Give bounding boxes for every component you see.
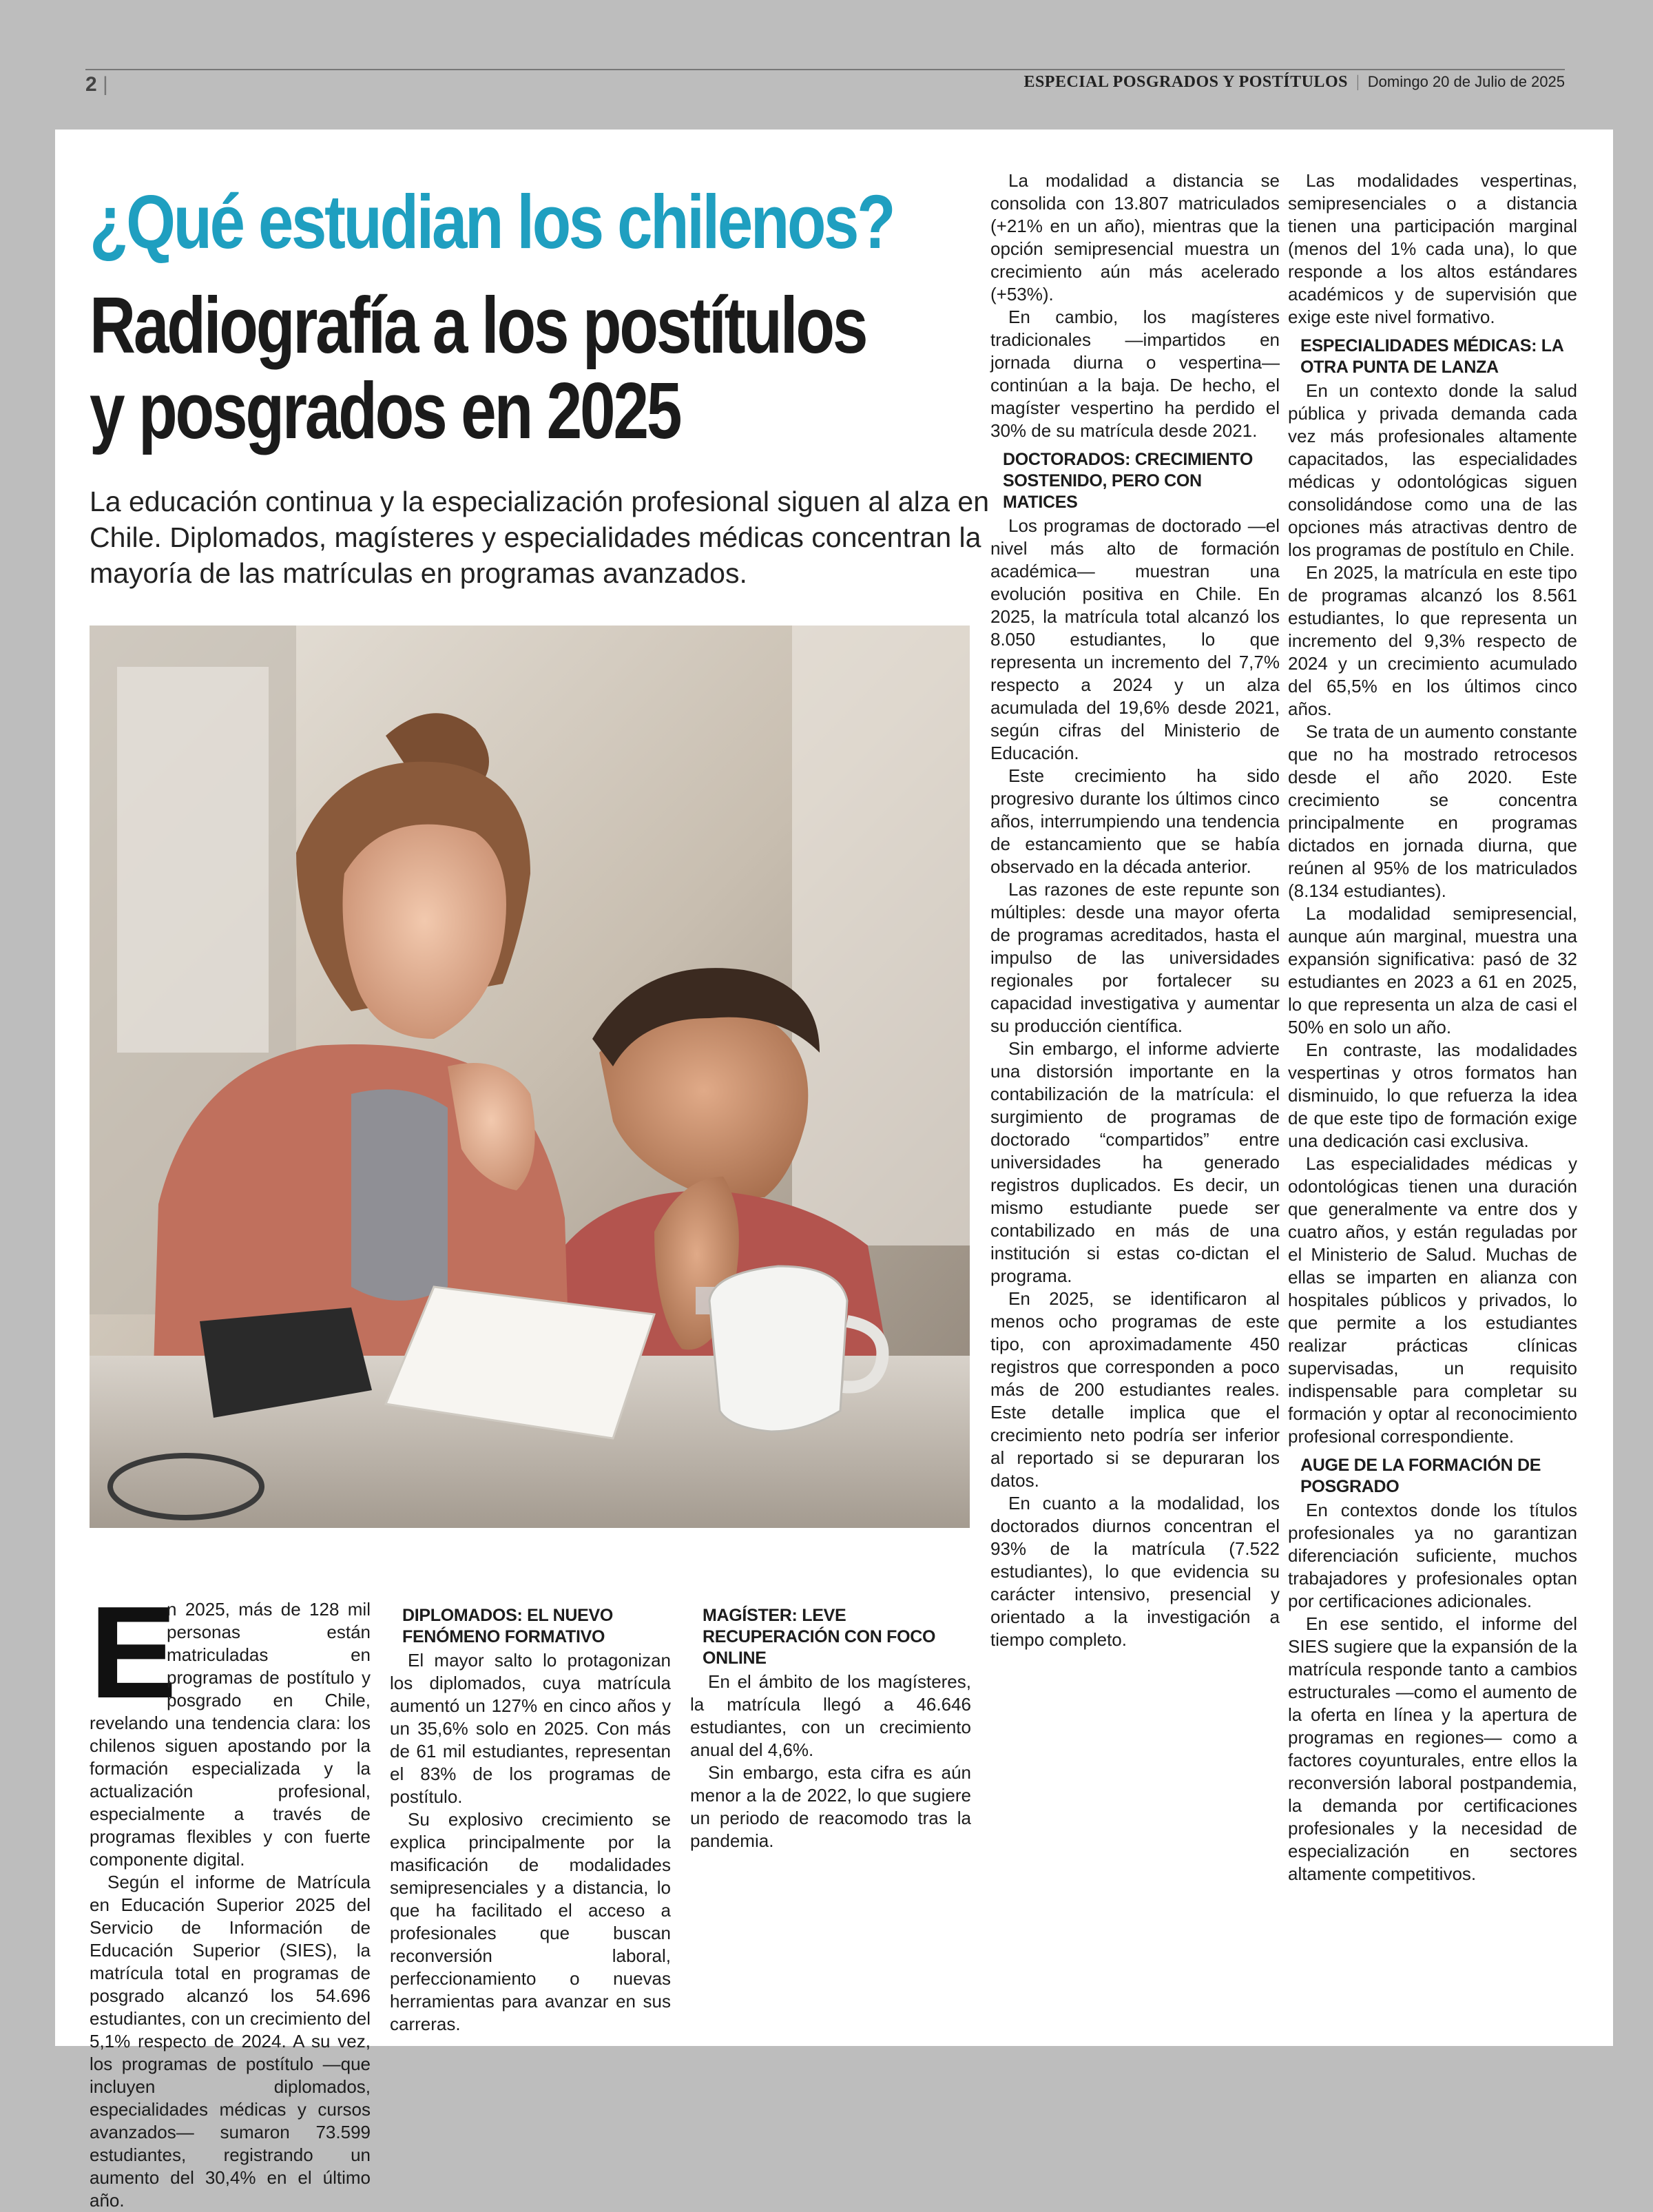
paragraph-4: Su explosivo crecimiento se explica principalmente por la masificación de modalidades semipresenciales y a distancia, lo que ha facilitado el acceso a profesionales que buscan reconversión laboral, perfeccionamiento o nuevas herramientas para avanzar en sus carreras. <box>390 1809 671 2034</box>
subhead-auge: AUGE DE LA FORMACIÓN DE POSGRADO <box>1300 1456 1541 1496</box>
paragraph-22: En contextos donde los títulos profesionales ya no garantizan diferenciación suficiente, muchos trabajadores y profesionales optan por certificaciones adicionales. <box>1288 1500 1577 1611</box>
headline-line-2: y posgrados en 2025 <box>90 366 680 455</box>
subhead-especialidades: ESPECIALIDADES MÉDICAS: LA OTRA PUNTA DE LANZA <box>1300 336 1563 377</box>
paragraph-11: Las razones de este repunte son múltiples: desde una mayor oferta de programas acreditados, hasta el impulso de las universidades regionales por fortalecer su capacidad investigativa y aumentar su producción científica. <box>990 879 1280 1036</box>
paragraph-21: Las especialidades médicas y odontológicas tienen una duración que generalmente va entre dos y cuatro años, y están reguladas por el Ministerio de Salud. Muchas de ellas se imparten en alianza con hospitales públicos y privados, lo que permite a los estudiantes realizar prácticas clínicas supervisadas, un requisito indispensable para completar su formación y optar al reconocimiento profesional correspondiente. <box>1288 1153 1577 1447</box>
headline-line-1: Radiografía a los postítulos <box>90 280 866 370</box>
paragraph-1: n 2025, más de 128 mil personas están matriculadas en programas de postítulo y posgrado en Chile, revelando una tendencia clara: los chilenos siguen apostando por la formación especializada y la actualización profesional, especialmente a través de programas flexibles y con fuerte componente digital. <box>90 1599 371 1870</box>
newspaper-page <box>55 130 1613 2211</box>
paragraph-13: En 2025, se identificaron al menos ocho programas de este tipo, con aproximadamente 450 registros que corresponden a poco más de 200 estudiantes reales. Este detalle implica que el crecimiento neto podría ser inferior al reportado si se depuraran los datos. <box>990 1288 1280 1491</box>
column-2 <box>390 1598 671 2036</box>
header-separator: | <box>1355 73 1360 91</box>
drop-cap: E <box>90 1580 177 1726</box>
column-1 <box>90 1580 371 2212</box>
paragraph-3: El mayor salto lo protagonizan los diplomados, cuya matrícula aumentó un 127% en cinco años y un 35,6% solo en 2025. Con más de 61 mil estudiantes, representan el 83% de los programas de postítulo. <box>390 1650 671 1807</box>
paragraph-15: Las modalidades vespertinas, semipresenciales o a distancia tienen una participación marginal (menos del 1% cada una), lo que responde a los altos estándares académicos y de supervisión que exige este nivel formativo. <box>1288 170 1577 327</box>
running-head-text <box>1023 73 1565 92</box>
subhead-diplomados: DIPLOMADOS: EL NUEVO FENÓMENO FORMATIVO <box>402 1606 614 1646</box>
column-3 <box>690 1598 971 1852</box>
paragraph-19: La modalidad semipresencial, aunque aún marginal, muestra una expansión significativa: pasó de 32 estudiantes en 2023 a 61 en 2025, lo que representa un alza de casi el 50% en solo un año. <box>1288 903 1577 1037</box>
running-header <box>85 69 1565 95</box>
section-name: ESPECIAL POSGRADOS Y POSTÍTULOS <box>1023 73 1348 91</box>
paragraph-12: Sin embargo, el informe advierte una distorsión importante en la contabilización de la matrícula: el surgimiento de programas de doctorado “compartidos” entre universidades ha generado registros duplicados. Es decir, un mismo estudiante puede ser contabilizado en más de una institución si estas co-dictan el programa. <box>990 1038 1280 1286</box>
subhead-magister: MAGÍSTER: LEVE RECUPERACIÓN CON FOCO ONLINE <box>703 1606 936 1668</box>
paragraph-18: Se trata de un aumento constante que no ha mostrado retrocesos desde el año 2020. Este crecimiento se concentra principalmente en programas dictados en jornada diurna, que reúnen al 95% de los matriculados (8.134 estudiantes). <box>1288 721 1577 901</box>
paragraph-10: Este crecimiento ha sido progresivo durante los últimos cinco años, interrumpiendo una tendencia de estancamiento que se había observado en la década anterior. <box>990 765 1280 877</box>
paragraph-17: En 2025, la matrícula en este tipo de programas alcanzó los 8.561 estudiantes, lo que representa un incremento del 9,3% respecto de 2024 y un crecimiento acumulado del 65,5% en los últimos cinco años. <box>1288 562 1577 719</box>
article-deck: La educación continua y la especialización profesional siguen al alza en Chile. Diplomados, magísteres y especialidades médicas concentran la mayoría de las matrículas en programas avanzados. <box>90 486 990 589</box>
article-kicker: ¿Qué estudian los chilenos? <box>90 180 894 265</box>
article-photo <box>90 626 970 1528</box>
paragraph-14: En cuanto a la modalidad, los doctorados diurnos concentran el 93% de la matrícula (7.522 estudiantes), lo que evidencia su carácter intensivo, presencial y orientado a la investigación a tiempo completo. <box>990 1493 1280 1650</box>
paragraph-16: En un contexto donde la salud pública y privada demanda cada vez más profesionales altamente capacitados, las especialidades médicas y odontológicas siguen consolidándose como una de las opciones más atractivas dentro de los programas de postítulo en Chile. <box>1288 380 1577 560</box>
article-headline <box>90 282 866 453</box>
paragraph-2: Según el informe de Matrícula en Educación Superior 2025 del Servicio de Información de Educación Superior (SIES), la matrícula total en programas de posgrado alcanzó los 54.696 estudiantes, con un crecimiento del 5,1% respecto de 2024. A su vez, los programas de postítulo —que incluyen diplomados, especialidades médicas y cursos avanzados— sumaron 73.599 estudiantes, registrando un aumento del 30,4% en el último año. <box>90 1872 371 2211</box>
paragraph-8: En cambio, los magísteres tradicionales —impartidos en jornada diurna o vespertina— continúan a la baja. De hecho, el magíster vespertino ha perdido el 30% de su matrícula desde 2021. <box>990 307 1280 441</box>
column-4 <box>990 169 1280 1651</box>
paragraph-20: En contraste, las modalidades vespertinas y otros formatos han disminuido, lo que refuerza la idea de que este tipo de formación exige una dedicación casi exclusiva. <box>1288 1040 1577 1151</box>
column-5 <box>1288 169 1577 1885</box>
subhead-doctorados: DOCTORADOS: CRECIMIENTO SOSTENIDO, PERO CON MATICES <box>1003 450 1254 512</box>
paragraph-7: La modalidad a distancia se consolida con 13.807 matriculados (+21% en un año), mientras que la opción semipresencial muestra un crecimiento aún más acelerado (+53%). <box>990 170 1280 304</box>
paragraph-23: En ese sentido, el informe del SIES sugiere que la expansión de la matrícula responde tanto a cambios estructurales —como el aumento de la oferta en línea y la apertura de programas en regiones— como a factores coyunturales, entre ellos la reconversión laboral postpandemia, la demanda por certificaciones profesionales y la necesidad de especialización en sectores altamente competitivos. <box>1288 1613 1577 1884</box>
paragraph-5: En el ámbito de los magísteres, la matrícula llegó a 46.646 estudiantes, con un crecimiento anual del 4,6%. <box>690 1671 971 1760</box>
issue-date: Domingo 20 de Julio de 2025 <box>1367 73 1565 90</box>
paragraph-6: Sin embargo, esta cifra es aún menor a la de 2022, lo que sugiere un periodo de reacomodo tras la pandemia. <box>690 1762 971 1851</box>
paragraph-9: Los programas de doctorado —el nivel más alto de formación académica— muestran una evolución positiva en Chile. En 2025, la matrícula total alcanzó los 8.050 estudiantes, lo que representa un incremento del 7,7% respecto a 2024 y un alza acumulada del 19,6% desde 2021, según cifras del Ministerio de Educación. <box>990 515 1280 763</box>
page-number: 2 | <box>85 73 108 96</box>
